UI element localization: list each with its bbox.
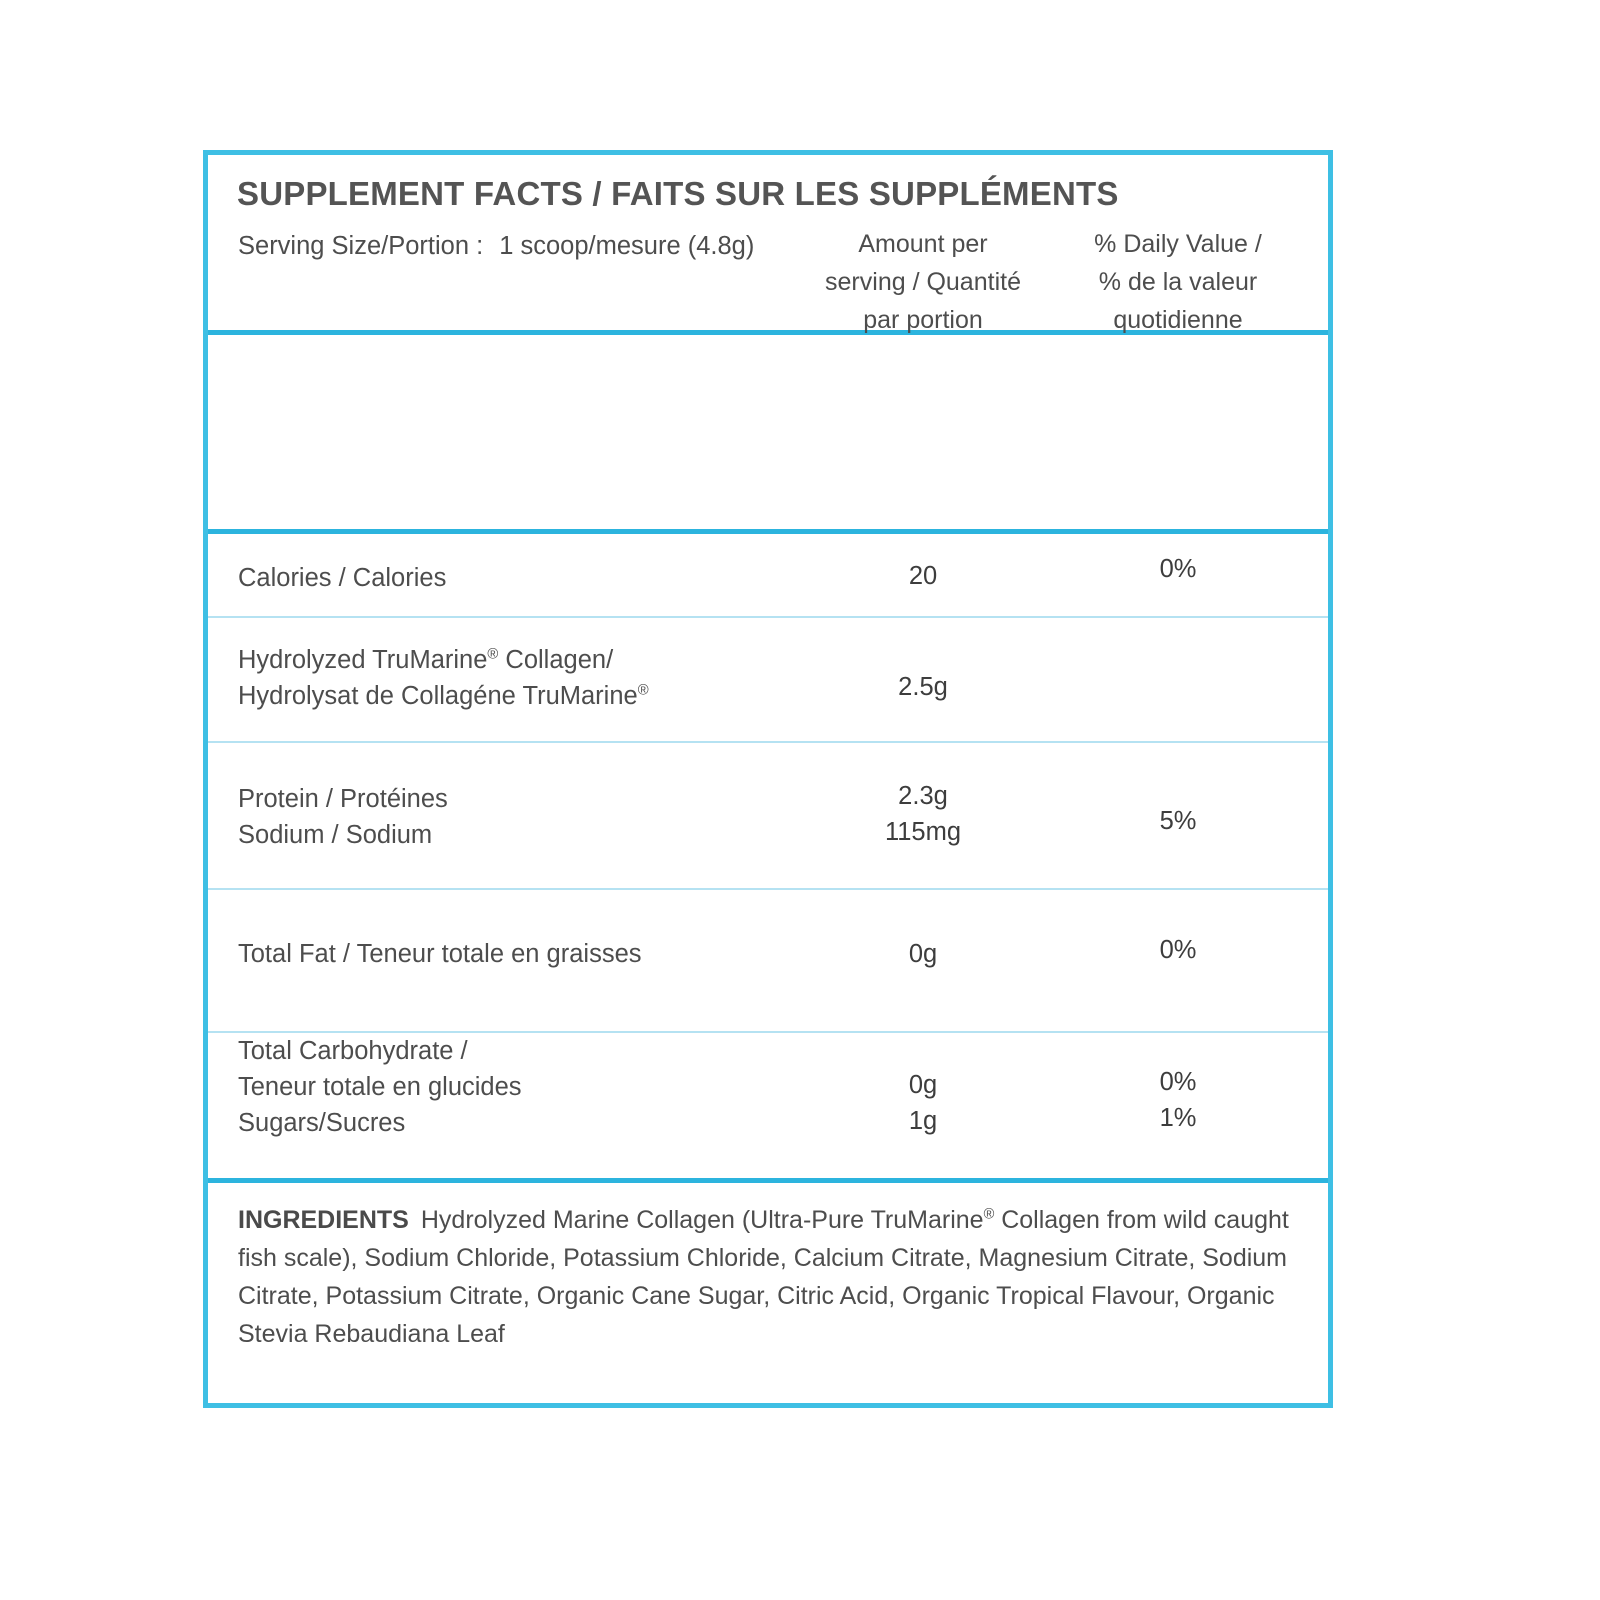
column-header-amount-line3: par portion <box>863 306 983 334</box>
supplement-facts-panel <box>203 150 1333 1408</box>
column-header-dv-line2: % de la valeur <box>1098 268 1258 296</box>
row-label-collagen-line2: Hydrolysat de Collagéne TruMarine® <box>238 682 649 710</box>
row-label-collagen-line1: Hydrolyzed TruMarine® Collagen/ <box>238 646 614 674</box>
serving-size-row <box>238 232 754 261</box>
row-amount-total-carbohydrate: 0g <box>908 1071 938 1099</box>
row-amount-sugars: 1g <box>908 1107 938 1135</box>
row-amount-sodium: 115mg <box>884 818 962 846</box>
row-label-calories: Calories / Calories <box>238 564 447 592</box>
row-label-carb-line1: Total Carbohydrate / <box>238 1037 468 1065</box>
row-dv-total-fat: 0% <box>1159 936 1197 964</box>
divider-below-sodium <box>208 888 1328 890</box>
divider-above-ingredients <box>208 1178 1328 1183</box>
divider-below-collagen <box>208 741 1328 743</box>
row-dv-calories: 0% <box>1159 555 1197 583</box>
column-header-dv-line1: % Daily Value / <box>1094 230 1262 258</box>
column-header-amount-per-serving <box>798 225 1048 339</box>
row-amount-total-fat: 0g <box>908 940 938 968</box>
row-label-total-fat: Total Fat / Teneur totale en graisses <box>238 940 642 968</box>
page-title: SUPPLEMENT FACTS / FAITS SUR LES SUPPLÉMENTS <box>237 175 1119 212</box>
divider-below-column-headers <box>208 529 1328 534</box>
column-header-dv-line3: quotidienne <box>1113 306 1243 334</box>
panel-inner <box>208 155 1328 1403</box>
row-label-carb-line2: Teneur totale en glucides <box>238 1073 522 1101</box>
ingredients-label: INGREDIENTS <box>238 1206 409 1234</box>
serving-size-label: Serving Size/Portion : <box>238 232 484 260</box>
row-label-protein: Protein / Protéines <box>238 785 448 813</box>
row-dv-sodium: 5% <box>1159 807 1197 835</box>
row-amount-protein: 2.3g <box>898 782 948 810</box>
ingredients-block <box>238 1201 1293 1353</box>
column-header-amount-line1: Amount per <box>858 230 988 258</box>
column-header-amount-line2: serving / Quantité <box>825 268 1021 296</box>
divider-below-calories <box>208 616 1328 618</box>
row-label-collagen <box>238 642 649 714</box>
row-amount-calories: 20 <box>908 562 938 590</box>
row-dv-sugars: 1% <box>1159 1104 1197 1132</box>
row-label-total-carbohydrate <box>238 1033 522 1141</box>
serving-size-value: 1 scoop/mesure (4.8g) <box>499 232 755 260</box>
column-header-daily-value <box>1053 225 1303 339</box>
row-amount-collagen: 2.5g <box>898 673 948 701</box>
row-label-sodium: Sodium / Sodium <box>238 821 433 849</box>
ingredients-text: Hydrolyzed Marine Collagen (Ultra-Pure TruMarine® Collagen from wild caught fish scale), Sodium Chloride, Potassium Chloride, Calcium Citrate, Magnesium Citrate, Sodium Citrate, Potassium Citrate, Organic Cane Sugar, Citric Acid, Organic Tropical Flavour, Organic Stevia Rebaudiana Leaf <box>238 1206 1289 1348</box>
row-label-sugars: Sugars/Sucres <box>238 1109 406 1137</box>
row-dv-total-carbohydrate: 0% <box>1159 1068 1197 1096</box>
